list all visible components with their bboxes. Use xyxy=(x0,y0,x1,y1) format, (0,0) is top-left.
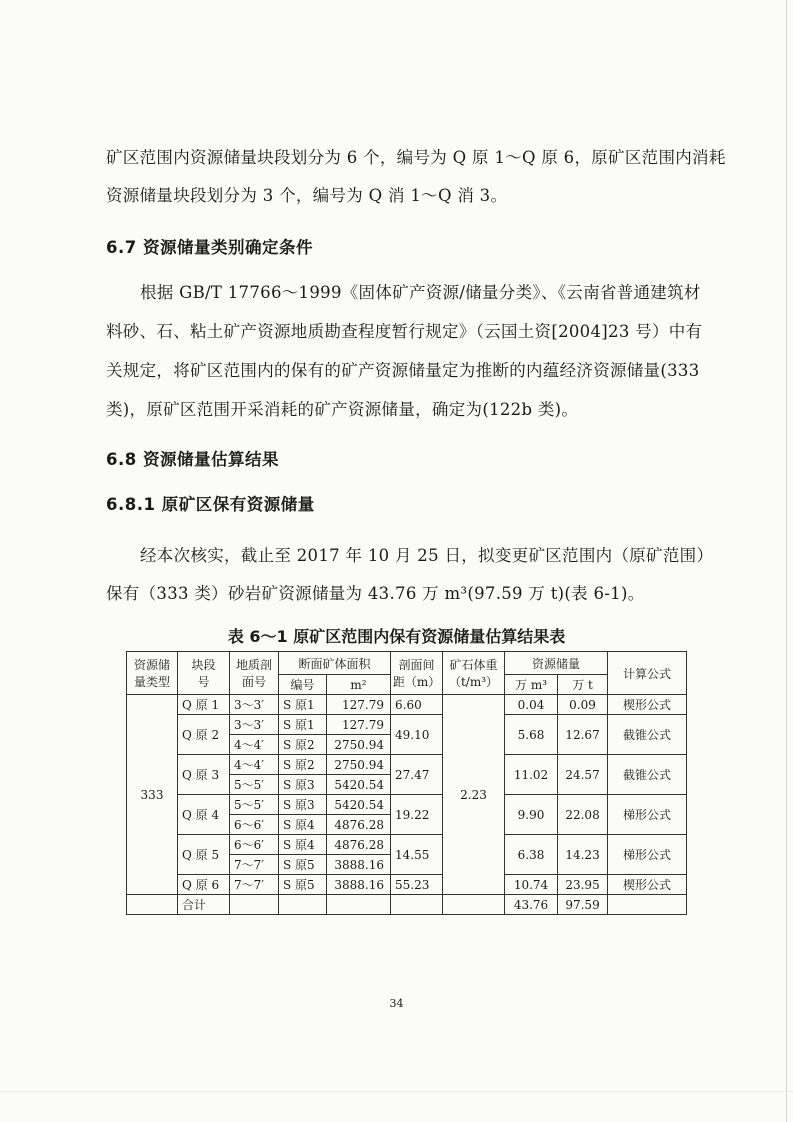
distance-cell: 6.60 xyxy=(391,695,443,715)
distance-cell: 55.23 xyxy=(391,875,443,895)
area-code-cell: S 原2 xyxy=(279,755,327,775)
section-cell: 4～4′ xyxy=(230,735,279,755)
formula-cell: 截锥公式 xyxy=(608,755,687,795)
header-cell: m² xyxy=(327,675,391,695)
distance-cell: 27.47 xyxy=(391,755,443,795)
header-cell: 资源储 量类型 xyxy=(127,652,178,695)
header-cell: 断面矿体面积 xyxy=(279,652,391,675)
reserve-t-cell: 22.08 xyxy=(558,795,608,835)
empty-cell xyxy=(443,895,505,915)
paragraph-line: 关规定，将矿区范围内的保有的矿产资源储量定为推断的内蕴经济资源储量(333 xyxy=(106,361,700,380)
table-row xyxy=(127,875,687,895)
reserve-m3-cell: 6.38 xyxy=(505,835,558,875)
reserve-m3-cell: 5.68 xyxy=(505,715,558,755)
header-cell: 矿石体重 （t/m³） xyxy=(443,652,505,695)
header-cell: 地质剖 面号 xyxy=(230,652,279,695)
empty-cell xyxy=(608,895,687,915)
total-label-cell: 合计 xyxy=(178,895,230,915)
distance-cell: 14.55 xyxy=(391,835,443,875)
table-row xyxy=(127,795,687,815)
area-value-cell: 4876.28 xyxy=(327,835,391,855)
reserve-t-cell: 14.23 xyxy=(558,835,608,875)
section-cell: 5～5′ xyxy=(230,795,279,815)
area-code-cell: S 原5 xyxy=(279,855,327,875)
section-cell: 7～7′ xyxy=(230,875,279,895)
reserve-t-cell: 24.57 xyxy=(558,755,608,795)
area-value-cell: 5420.54 xyxy=(327,795,391,815)
section-cell: 6～6′ xyxy=(230,815,279,835)
header-cell: 万 t xyxy=(558,675,608,695)
reserve-t-cell: 12.67 xyxy=(558,715,608,755)
section-cell: 3～3′ xyxy=(230,715,279,735)
empty-cell xyxy=(327,895,391,915)
reserve-m3-cell: 0.04 xyxy=(505,695,558,715)
header-cell: 剖面间 距（m） xyxy=(391,652,443,695)
empty-cell xyxy=(391,895,443,915)
reserve-t-cell: 0.09 xyxy=(558,695,608,715)
paragraph-line: 类)，原矿区范围开采消耗的矿产资源储量，确定为(122b 类)。 xyxy=(106,400,579,419)
formula-cell: 梯形公式 xyxy=(608,795,687,835)
empty-cell xyxy=(127,895,178,915)
paragraph-line: 矿区范围内资源储量块段划分为 6 个，编号为 Q 原 1～Q 原 6，原矿区范围内消耗 xyxy=(106,148,726,167)
header-cell: 计算公式 xyxy=(608,652,687,695)
area-code-cell: S 原3 xyxy=(279,795,327,815)
block-cell: Q 原 4 xyxy=(178,795,230,835)
header-cell: 编号 xyxy=(279,675,327,695)
area-value-cell: 2750.94 xyxy=(327,755,391,775)
area-code-cell: S 原1 xyxy=(279,715,327,735)
area-value-cell: 127.79 xyxy=(327,715,391,735)
section-cell: 7～7′ xyxy=(230,855,279,875)
table-header-row xyxy=(127,652,687,675)
formula-cell: 梯形公式 xyxy=(608,835,687,875)
area-value-cell: 5420.54 xyxy=(327,775,391,795)
area-value-cell: 3888.16 xyxy=(327,855,391,875)
reserve-m3-cell: 10.74 xyxy=(505,875,558,895)
section-cell: 6～6′ xyxy=(230,835,279,855)
density-cell: 2.23 xyxy=(443,695,505,895)
area-value-cell: 127.79 xyxy=(327,695,391,715)
paragraph-line: 保有（333 类）砂岩矿资源储量为 43.76 万 m³(97.59 万 t)(表 6-1)。 xyxy=(106,584,645,603)
reserve-m3-cell: 9.90 xyxy=(505,795,558,835)
section-heading-6-8-1: 6.8.1 原矿区保有资源储量 xyxy=(106,495,315,514)
resource-class-cell: 333 xyxy=(127,695,178,895)
formula-cell: 楔形公式 xyxy=(608,695,687,715)
header-cell: 资源储量 xyxy=(505,652,608,675)
distance-cell: 49.10 xyxy=(391,715,443,755)
page-number: 34 xyxy=(389,997,404,1010)
section-heading-6-8: 6.8 资源储量估算结果 xyxy=(106,450,279,469)
header-cell: 万 m³ xyxy=(505,675,558,695)
empty-cell xyxy=(230,895,279,915)
section-cell: 3～3′ xyxy=(230,695,279,715)
section-cell: 5～5′ xyxy=(230,775,279,795)
reserve-estimate-table xyxy=(126,651,687,915)
block-cell: Q 原 3 xyxy=(178,755,230,795)
block-cell: Q 原 1 xyxy=(178,695,230,715)
total-t-cell: 97.59 xyxy=(558,895,608,915)
table-row xyxy=(127,755,687,775)
area-value-cell: 3888.16 xyxy=(327,875,391,895)
section-cell: 4～4′ xyxy=(230,755,279,775)
empty-cell xyxy=(279,895,327,915)
area-code-cell: S 原2 xyxy=(279,735,327,755)
table-row xyxy=(127,715,687,735)
table-row xyxy=(127,695,687,715)
block-cell: Q 原 6 xyxy=(178,875,230,895)
total-m3-cell: 43.76 xyxy=(505,895,558,915)
reserve-t-cell: 23.95 xyxy=(558,875,608,895)
area-value-cell: 2750.94 xyxy=(327,735,391,755)
formula-cell: 楔形公式 xyxy=(608,875,687,895)
header-cell: 块段 号 xyxy=(178,652,230,695)
scan-edge xyxy=(786,0,787,1122)
area-code-cell: S 原4 xyxy=(279,815,327,835)
formula-cell: 截锥公式 xyxy=(608,715,687,755)
area-code-cell: S 原4 xyxy=(279,835,327,855)
block-cell: Q 原 5 xyxy=(178,835,230,875)
paragraph-line: 根据 GB/T 17766～1999《固体矿产资源/储量分类》、《云南省普通建筑材 xyxy=(140,283,701,302)
distance-cell: 19.22 xyxy=(391,795,443,835)
table-caption: 表 6～1 原矿区范围内保有资源储量估算结果表 xyxy=(227,627,566,646)
table-total-row xyxy=(127,895,687,915)
area-code-cell: S 原3 xyxy=(279,775,327,795)
block-cell: Q 原 2 xyxy=(178,715,230,755)
area-code-cell: S 原1 xyxy=(279,695,327,715)
paragraph-line: 料砂、石、粘土矿产资源地质勘查程度暂行规定》（云国土资[2004]23 号）中有 xyxy=(106,322,703,341)
area-code-cell: S 原5 xyxy=(279,875,327,895)
reserve-m3-cell: 11.02 xyxy=(505,755,558,795)
scan-bottom-line xyxy=(0,1091,793,1092)
area-value-cell: 4876.28 xyxy=(327,815,391,835)
paragraph-line: 资源储量块段划分为 3 个，编号为 Q 消 1～Q 消 3。 xyxy=(106,186,508,205)
section-heading-6-7: 6.7 资源储量类别确定条件 xyxy=(106,238,313,257)
paragraph-line: 经本次核实，截止至 2017 年 10 月 25 日，拟变更矿区范围内（原矿范围） xyxy=(140,546,714,565)
table-row xyxy=(127,835,687,855)
